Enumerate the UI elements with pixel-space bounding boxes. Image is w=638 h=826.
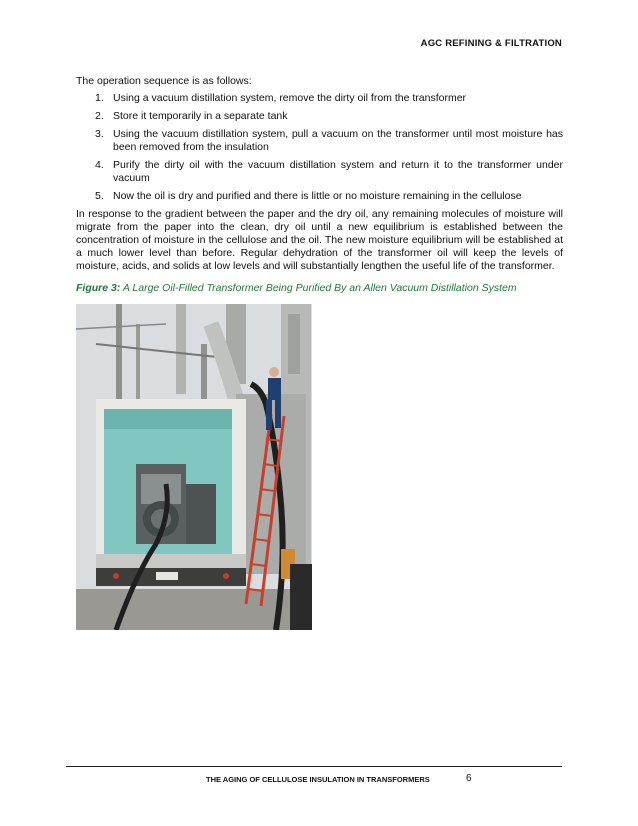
figure-label: Figure 3: bbox=[76, 282, 121, 294]
page-number: 6 bbox=[466, 773, 472, 784]
step-text: Using a vacuum distillation system, remove the dirty oil from the transformer bbox=[113, 92, 467, 104]
step-number: 4. bbox=[95, 159, 104, 171]
step-text: Using the vacuum distillation system, pull a vacuum on the transformer until most moisture has been removed from the insulation bbox=[113, 128, 563, 153]
list-item bbox=[95, 128, 563, 154]
transformer-photo-illustration bbox=[76, 304, 312, 630]
document-header: AGC REFINING & FILTRATION bbox=[420, 38, 562, 49]
footer-title: THE AGING OF CELLULOSE INSULATION IN TRANSFORMERS bbox=[206, 775, 430, 784]
list-item bbox=[95, 190, 563, 203]
step-number: 1. bbox=[95, 92, 104, 104]
step-number: 3. bbox=[95, 128, 104, 140]
figure-caption bbox=[76, 282, 517, 294]
intro-text: The operation sequence is as follows: bbox=[76, 75, 252, 87]
list-item bbox=[95, 92, 563, 105]
footer-divider bbox=[66, 766, 562, 767]
transformer-photo bbox=[76, 304, 312, 630]
list-item bbox=[95, 159, 563, 185]
step-text: Now the oil is dry and purified and there is little or no moisture remaining in the cellulose bbox=[113, 190, 522, 202]
step-number: 5. bbox=[95, 190, 104, 202]
figure-caption-text: A Large Oil-Filled Transformer Being Purified By an Allen Vacuum Distillation System bbox=[122, 282, 517, 294]
list-item bbox=[95, 110, 563, 123]
step-number: 2. bbox=[95, 110, 104, 122]
step-text: Store it temporarily in a separate tank bbox=[113, 110, 288, 122]
operation-steps-list bbox=[95, 92, 563, 208]
body-paragraph: In response to the gradient between the paper and the dry oil, any remaining molecules of moisture will migrate from the paper into the clean, dry oil until a new equilibrium is established between the concentration of moisture in the cellulose and the oil. The new moisture equilibrium will be established at a much lower level than before. Regular dehydration of the transformer oil will keep the levels of moisture, acids, and solids at low levels and will substantially lengthen the useful life of the transformer. bbox=[76, 208, 563, 272]
step-text: Purify the dirty oil with the vacuum distillation system and return it to the transformer under vacuum bbox=[113, 159, 563, 184]
